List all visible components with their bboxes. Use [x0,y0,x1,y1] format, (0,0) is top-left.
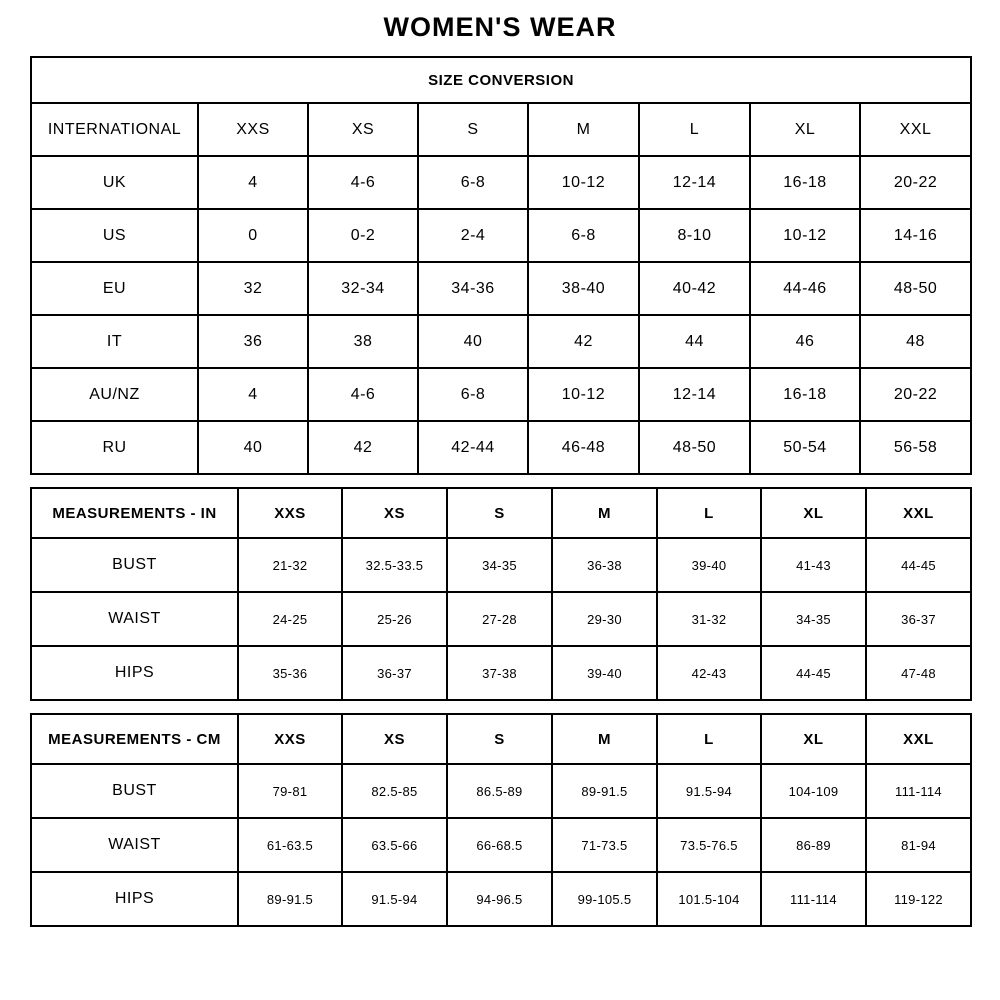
value-cell: 34-35 [447,538,552,592]
measurements-cm-body [31,714,971,926]
value-cell: 89-91.5 [238,872,342,926]
value-cell: 66-68.5 [447,818,552,872]
value-cell: 41-43 [761,538,866,592]
column-header-cell: L [657,714,761,764]
value-cell: 34-36 [418,262,528,315]
row-label-cell: BUST [31,764,238,818]
value-cell: 2-4 [418,209,528,262]
value-cell: 36-38 [552,538,657,592]
row-label-cell: EU [31,262,198,315]
column-header-cell: XL [750,103,860,156]
column-header-cell: XXL [866,488,971,538]
value-cell: 25-26 [342,592,447,646]
column-header-cell: INTERNATIONAL [31,103,198,156]
value-cell: 47-48 [866,646,971,700]
value-cell: 94-96.5 [447,872,552,926]
value-cell: 4-6 [308,368,418,421]
row-label-cell: IT [31,315,198,368]
value-cell: 6-8 [418,156,528,209]
value-cell: 32 [198,262,308,315]
value-cell: 36-37 [866,592,971,646]
table-row [31,262,971,315]
value-cell: 32-34 [308,262,418,315]
value-cell: 4-6 [308,156,418,209]
column-header-cell: XS [342,488,447,538]
column-header-cell: XXS [198,103,308,156]
value-cell: 42 [308,421,418,474]
value-cell: 0 [198,209,308,262]
value-cell: 50-54 [750,421,860,474]
row-label-cell: RU [31,421,198,474]
column-header-cell: XL [761,714,866,764]
value-cell: 12-14 [639,368,750,421]
value-cell: 16-18 [750,156,860,209]
value-cell: 44 [639,315,750,368]
table-row [31,421,971,474]
column-header-cell: XS [342,714,447,764]
measurements-cm-table [30,713,972,927]
value-cell: 44-46 [750,262,860,315]
value-cell: 20-22 [860,156,971,209]
value-cell: 119-122 [866,872,971,926]
value-cell: 4 [198,156,308,209]
value-cell: 79-81 [238,764,342,818]
row-label-cell: WAIST [31,818,238,872]
column-header-cell: XXL [866,714,971,764]
value-cell: 46-48 [528,421,639,474]
column-header-row [31,714,971,764]
column-header-cell: XXS [238,488,342,538]
value-cell: 42 [528,315,639,368]
table-row [31,818,971,872]
row-label-cell: US [31,209,198,262]
column-header-cell: L [657,488,761,538]
value-cell: 24-25 [238,592,342,646]
value-cell: 40-42 [639,262,750,315]
size-conversion-body [31,57,971,474]
value-cell: 14-16 [860,209,971,262]
value-cell: 86-89 [761,818,866,872]
column-header-row [31,488,971,538]
table-title-cell: SIZE CONVERSION [31,57,971,103]
value-cell: 89-91.5 [552,764,657,818]
table-row [31,368,971,421]
value-cell: 63.5-66 [342,818,447,872]
value-cell: 10-12 [750,209,860,262]
measurements-in-table [30,487,972,701]
value-cell: 111-114 [866,764,971,818]
column-header-cell: M [552,488,657,538]
column-header-cell: XL [761,488,866,538]
table-row [31,646,971,700]
value-cell: 99-105.5 [552,872,657,926]
value-cell: 38 [308,315,418,368]
table-title-cell: MEASUREMENTS - CM [31,714,238,764]
column-header-cell: XXL [860,103,971,156]
value-cell: 82.5-85 [342,764,447,818]
value-cell: 4 [198,368,308,421]
value-cell: 81-94 [866,818,971,872]
value-cell: 91.5-94 [657,764,761,818]
column-header-cell: M [552,714,657,764]
value-cell: 71-73.5 [552,818,657,872]
table-title-cell: MEASUREMENTS - IN [31,488,238,538]
value-cell: 44-45 [866,538,971,592]
value-cell: 48-50 [639,421,750,474]
column-header-row [31,103,971,156]
value-cell: 40 [418,315,528,368]
row-label-cell: HIPS [31,646,238,700]
table-row [31,764,971,818]
value-cell: 48-50 [860,262,971,315]
column-header-cell: XXS [238,714,342,764]
row-label-cell: AU/NZ [31,368,198,421]
value-cell: 39-40 [552,646,657,700]
value-cell: 10-12 [528,156,639,209]
value-cell: 16-18 [750,368,860,421]
column-header-cell: L [639,103,750,156]
row-label-cell: HIPS [31,872,238,926]
value-cell: 12-14 [639,156,750,209]
measurements-in-body [31,488,971,700]
row-label-cell: WAIST [31,592,238,646]
column-header-cell: M [528,103,639,156]
value-cell: 46 [750,315,860,368]
value-cell: 48 [860,315,971,368]
table-row [31,538,971,592]
value-cell: 35-36 [238,646,342,700]
value-cell: 86.5-89 [447,764,552,818]
value-cell: 6-8 [528,209,639,262]
row-label-cell: UK [31,156,198,209]
table-row [31,156,971,209]
table-row [31,209,971,262]
column-header-cell: S [447,488,552,538]
value-cell: 42-44 [418,421,528,474]
value-cell: 8-10 [639,209,750,262]
value-cell: 0-2 [308,209,418,262]
page-title: WOMEN'S WEAR [383,12,617,42]
size-conversion-table [30,56,972,475]
column-header-cell: S [418,103,528,156]
table-row [31,592,971,646]
value-cell: 38-40 [528,262,639,315]
value-cell: 27-28 [447,592,552,646]
table-row [31,872,971,926]
value-cell: 20-22 [860,368,971,421]
value-cell: 31-32 [657,592,761,646]
table-title-row [31,57,971,103]
value-cell: 111-114 [761,872,866,926]
value-cell: 91.5-94 [342,872,447,926]
value-cell: 6-8 [418,368,528,421]
row-label-cell: BUST [31,538,238,592]
value-cell: 73.5-76.5 [657,818,761,872]
value-cell: 61-63.5 [238,818,342,872]
table-row [31,315,971,368]
value-cell: 56-58 [860,421,971,474]
value-cell: 44-45 [761,646,866,700]
value-cell: 40 [198,421,308,474]
value-cell: 39-40 [657,538,761,592]
value-cell: 29-30 [552,592,657,646]
value-cell: 10-12 [528,368,639,421]
value-cell: 36 [198,315,308,368]
value-cell: 36-37 [342,646,447,700]
value-cell: 21-32 [238,538,342,592]
value-cell: 34-35 [761,592,866,646]
value-cell: 42-43 [657,646,761,700]
value-cell: 104-109 [761,764,866,818]
column-header-cell: XS [308,103,418,156]
value-cell: 101.5-104 [657,872,761,926]
column-header-cell: S [447,714,552,764]
value-cell: 32.5-33.5 [342,538,447,592]
value-cell: 37-38 [447,646,552,700]
